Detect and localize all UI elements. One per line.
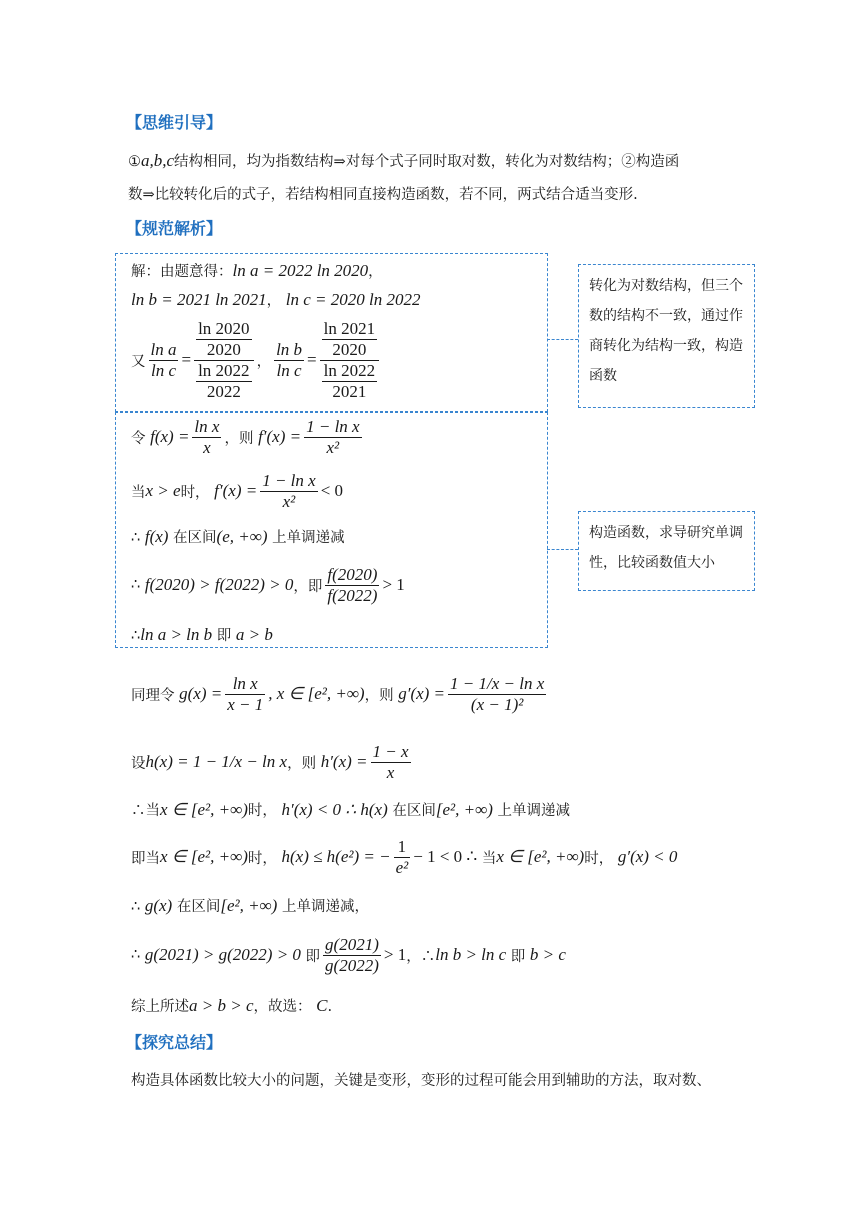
box1-line-1: 解：由题意得：ln a = 2022 ln 2020， xyxy=(131,261,383,280)
box1-line-2: ln b = 2021 ln 2021， ln c = 2020 ln 2022 xyxy=(131,290,421,309)
box1-ratio-line: 又 $\frac{\text{ln a}}{\text{ln c}}$ = $\frac{\frac{\ln 2020}{2020}}{\frac{\ln 2022}{2022}}$ ， $\frac{\text{ln b}}{\text{ln c}}$ = $\frac{\frac{\ln 2021}{2020}}{\frac{\ln 2022}{2021}}$ xyxy=(131,318,382,402)
note-box-1: 转化为对数结构，但三个数的结构不一致，通过作商转化为结构一致，构造函数 xyxy=(578,264,755,408)
rest-line-6: ∴ g(2021) > g(2022) > 0 即 $\frac{g(2021)}{g(2022)}$ > 1 ，∴ ln b > ln c 即 b > c xyxy=(131,934,566,975)
heading-analysis: 【规范解析】 xyxy=(126,219,223,238)
ratio-a-c-value: $\frac{\frac{\ln 2020}{2020}}{\frac{\ln 2022}{2022}}$ xyxy=(194,319,253,402)
box2-line-4: ∴ f(2020) > f(2022) > 0 ，即 $\frac{f(2020)}{f(2022)}$ > 1 xyxy=(131,564,405,605)
rest-line-g: 同理令 g(x) = $\frac{\text{ln x}}{x - 1}$ , x ∈ [e², +∞) ，则 g′(x) = $\frac{\text{1 − 1/x − ln x}}{\text{(x − 1)²}}$ xyxy=(131,673,545,714)
connector-1 xyxy=(547,339,578,340)
box2-line-5: ∴ln a > ln b 即 a > b xyxy=(131,625,273,644)
rest-line-3: ∴当x ∈ [e², +∞)时， h′(x) < 0 ∴ h(x) 在区间[e², +∞) 上单调递减 xyxy=(131,800,570,819)
thinking-line-2: 数⇒比较转化后的式子，若结构相同直接构造函数，若不同，两式结合适当变形. xyxy=(128,187,638,203)
rest-line-5: ∴ g(x) 在区间[e², +∞) 上单调递减， xyxy=(131,896,369,915)
summary-text: 构造具体函数比较大小的问题，关键是变形，变形的过程可能会用到辅助的方法，取对数、 xyxy=(131,1073,711,1089)
box2-line-3: ∴ f(x) 在区间(e, +∞) 上单调递减 xyxy=(131,527,345,546)
ratio-b-c-value: $\frac{\frac{\ln 2021}{2020}}{\frac{\ln 2022}{2021}}$ xyxy=(320,319,379,402)
thinking-line-1: ①a,b,c结构相同，均为指数结构⇒对每个式子同时取对数，转化为对数结构；②构造函 xyxy=(128,151,680,170)
rest-line-7: 综上所述a > b > c，故选： C. xyxy=(131,996,333,1015)
rest-line-h: 设 h(x) = 1 − 1/x − ln x ，则 h′(x) = $\frac{1 - x}{x}$ xyxy=(131,741,409,782)
heading-summary: 【探究总结】 xyxy=(126,1033,223,1052)
rest-line-4: 即当 x ∈ [e², +∞) 时， h(x) ≤ h(e²) = − $\frac{1}{\text{e²}}$ − 1 < 0 ∴ 当 x ∈ [e², +∞) 时， g′(x) < 0 xyxy=(131,836,678,877)
heading-thinking: 【思维引导】 xyxy=(126,113,223,132)
box2-line-1: 令 f(x) = $\frac{\text{ln x}}{x}$ ，则 f′(x) = $\frac{\text{1 − ln x}}{\text{x²}}$ xyxy=(131,416,360,457)
connector-2 xyxy=(547,549,578,550)
note-box-2: 构造函数，求导研究单调性，比较函数值大小 xyxy=(578,511,755,591)
ratio-a-c: $\frac{\text{ln a}}{\text{ln c}}$ xyxy=(150,339,177,380)
ratio-b-c: $\frac{\text{ln b}}{\text{ln c}}$ xyxy=(276,339,303,380)
box2-line-2: 当 x > e 时， f′(x) = $\frac{\text{1 − ln x}}{\text{x²}}$ < 0 xyxy=(131,470,344,511)
